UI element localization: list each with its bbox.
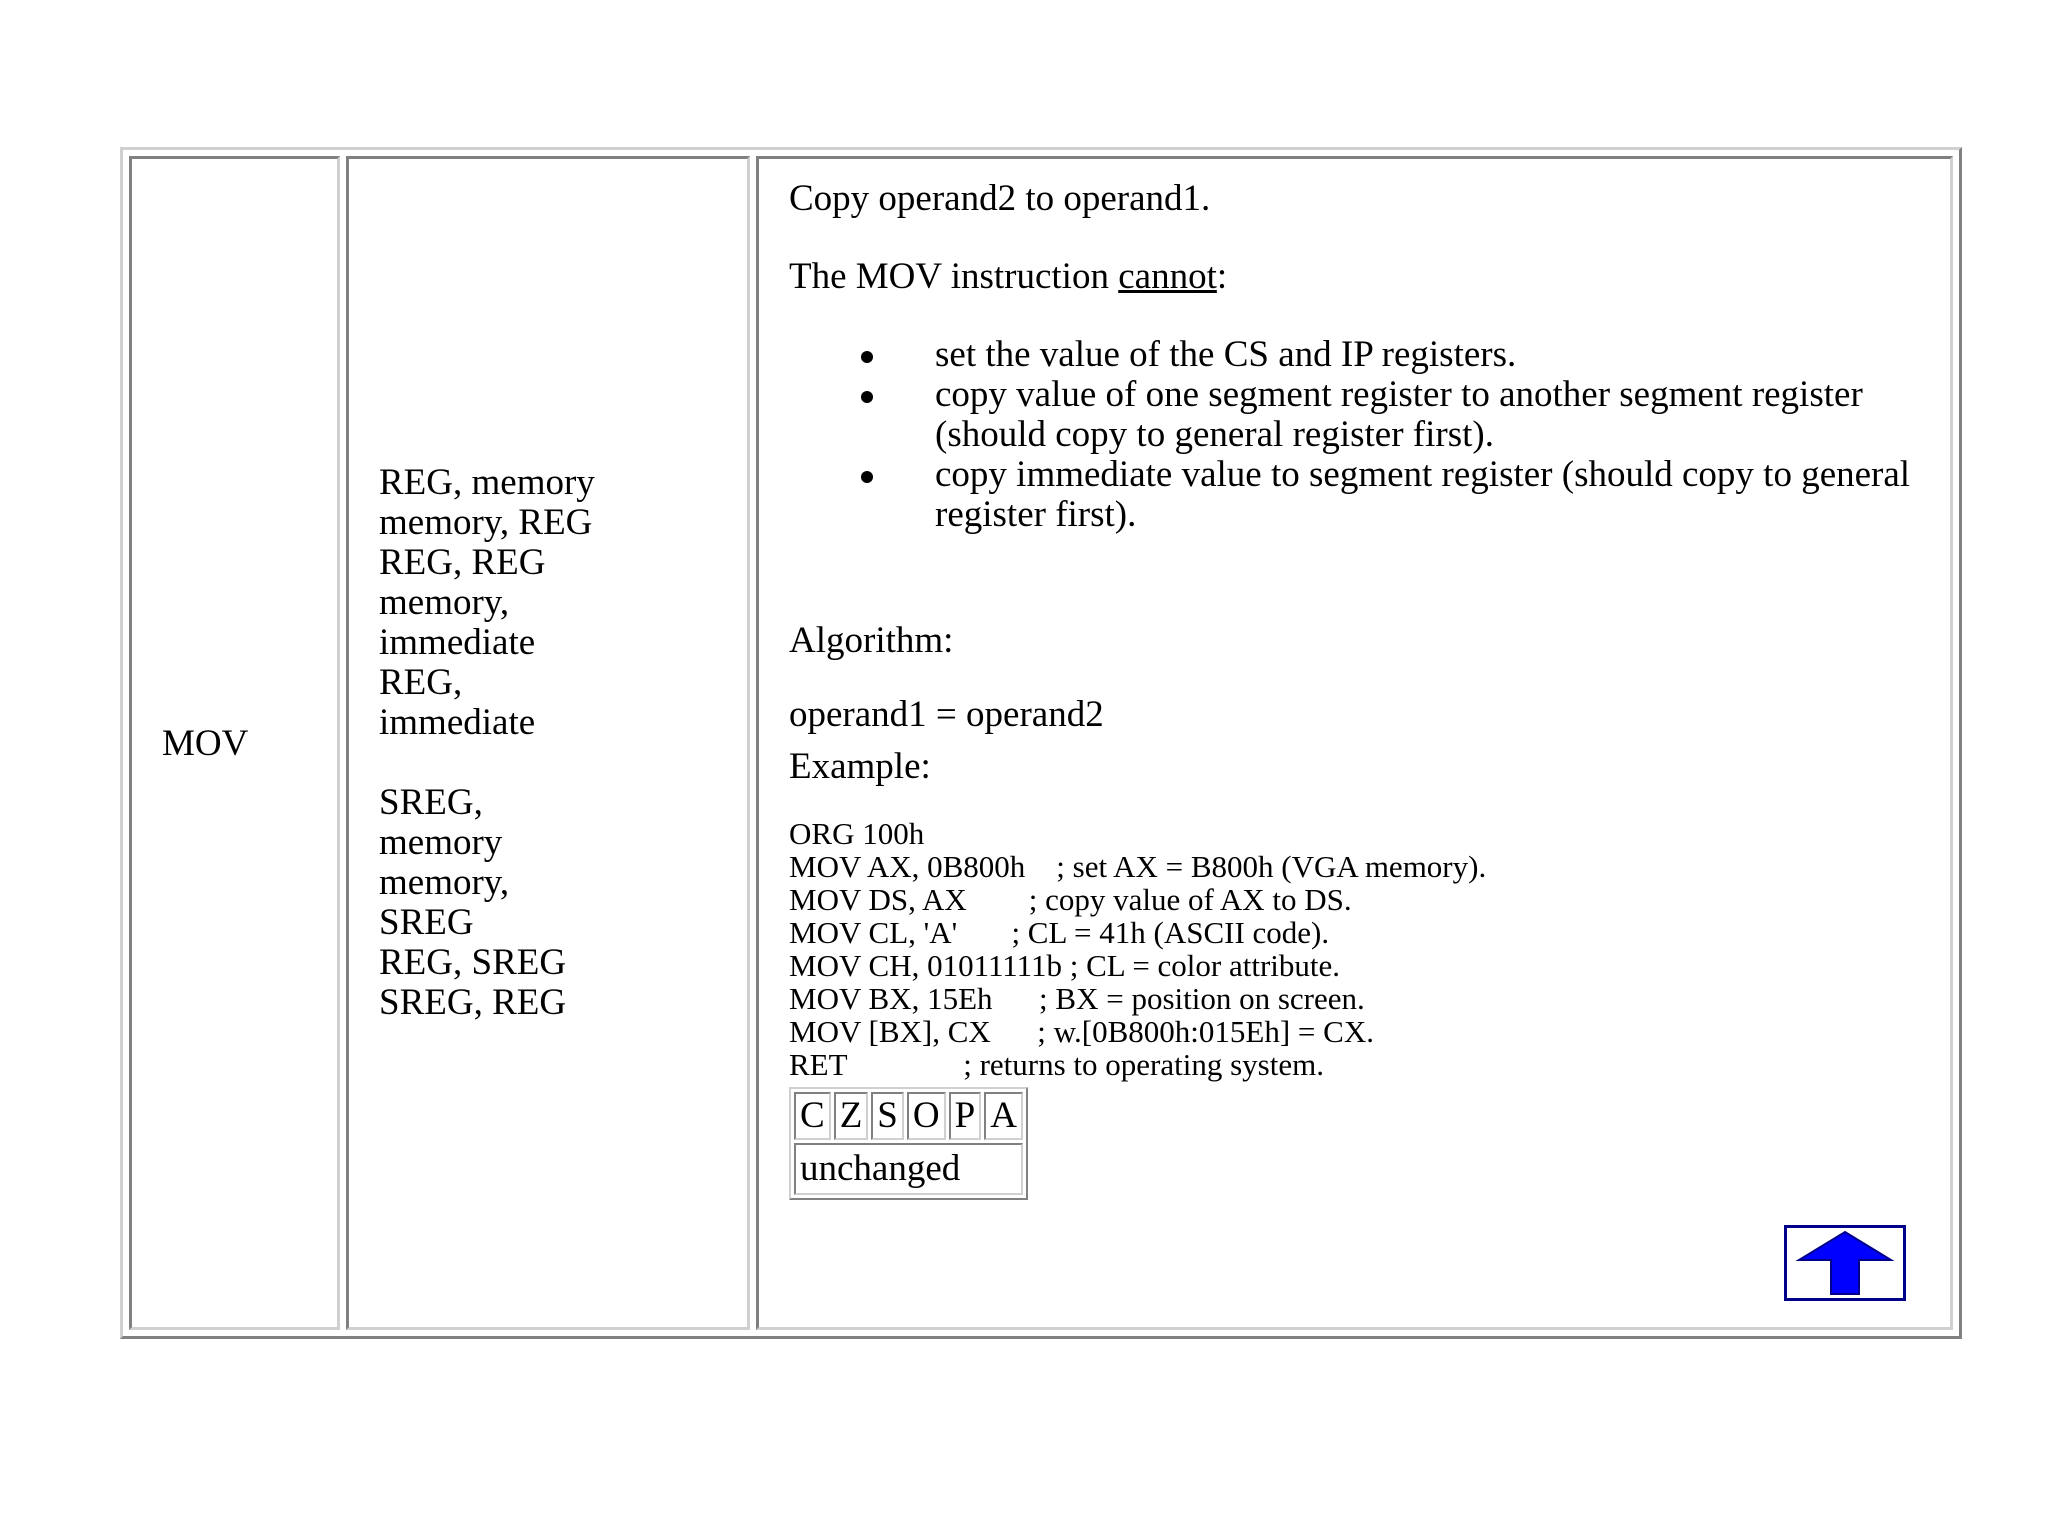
description-summary: Copy operand2 to operand1. [789,178,1211,219]
code-line: MOV BX, 15Eh ; BX = position on screen. [789,981,1365,1016]
code-line: RET ; returns to operating system. [789,1047,1324,1082]
example-code [789,817,1930,1081]
cannot-prefix: The MOV instruction [789,256,1119,297]
code-line: MOV DS, AX ; copy value of AX to DS. [789,882,1352,917]
back-to-top-button[interactable] [1784,1225,1906,1301]
cannot-suffix: : [1216,256,1228,297]
code-line: MOV CL, 'A' ; CL = 41h (ASCII code). [789,915,1330,950]
flag-cell: P [949,1092,982,1140]
list-item: set the value of the CS and IP registers. [935,335,1930,375]
up-arrow-icon [1787,1228,1903,1298]
operand-line: SREG, [379,782,483,823]
operand-line: REG, [379,662,463,703]
cannot-heading [789,257,1930,297]
flag-cell: A [984,1092,1023,1140]
operand-line: immediate [379,702,536,743]
flag-cell: Z [834,1092,869,1140]
example-label: Example: [789,746,931,787]
operand-line: memory [379,822,503,863]
operand-line: SREG [379,902,474,943]
flags-table [789,1087,1028,1200]
instruction-row [129,156,1953,1330]
list-item: copy immediate value to segment register (should copy to general register first). [935,455,1930,535]
description-cell [756,156,1953,1330]
operand-line: REG, SREG [379,942,567,983]
flag-cell: S [871,1092,904,1140]
instruction-table [120,147,1962,1339]
operands-cell [346,156,750,1330]
cannot-word: cannot [1118,256,1217,297]
algorithm-label: Algorithm: [789,620,954,661]
instruction-name: MOV [162,722,249,764]
flag-cell: O [907,1092,946,1140]
operand-line: REG, REG [379,542,546,583]
code-line: MOV AX, 0B800h ; set AX = B800h (VGA memory). [789,849,1487,884]
operand-line: SREG, REG [379,982,567,1023]
flags-status-row [794,1143,1023,1195]
code-line: ORG 100h [789,816,925,851]
algorithm-text: operand1 = operand2 [789,694,1104,735]
list-item: copy value of one segment register to another segment register (should copy to general register first). [935,375,1930,455]
operand-line: memory, [379,862,510,903]
flag-cell: C [794,1092,831,1140]
operand-line: REG, memory [379,462,595,503]
code-line: MOV CH, 01011111b ; CL = color attribute. [789,948,1341,983]
operand-line: memory, REG [379,502,593,543]
restriction-list [789,335,1930,535]
code-line: MOV [BX], CX ; w.[0B800h:015Eh] = CX. [789,1014,1374,1049]
operand-line: immediate [379,622,536,663]
operand-line: memory, [379,582,510,623]
operand-gap [379,743,737,783]
flags-status: unchanged [794,1143,1023,1195]
flags-header-row [794,1092,1023,1140]
instruction-name-cell [129,156,340,1330]
